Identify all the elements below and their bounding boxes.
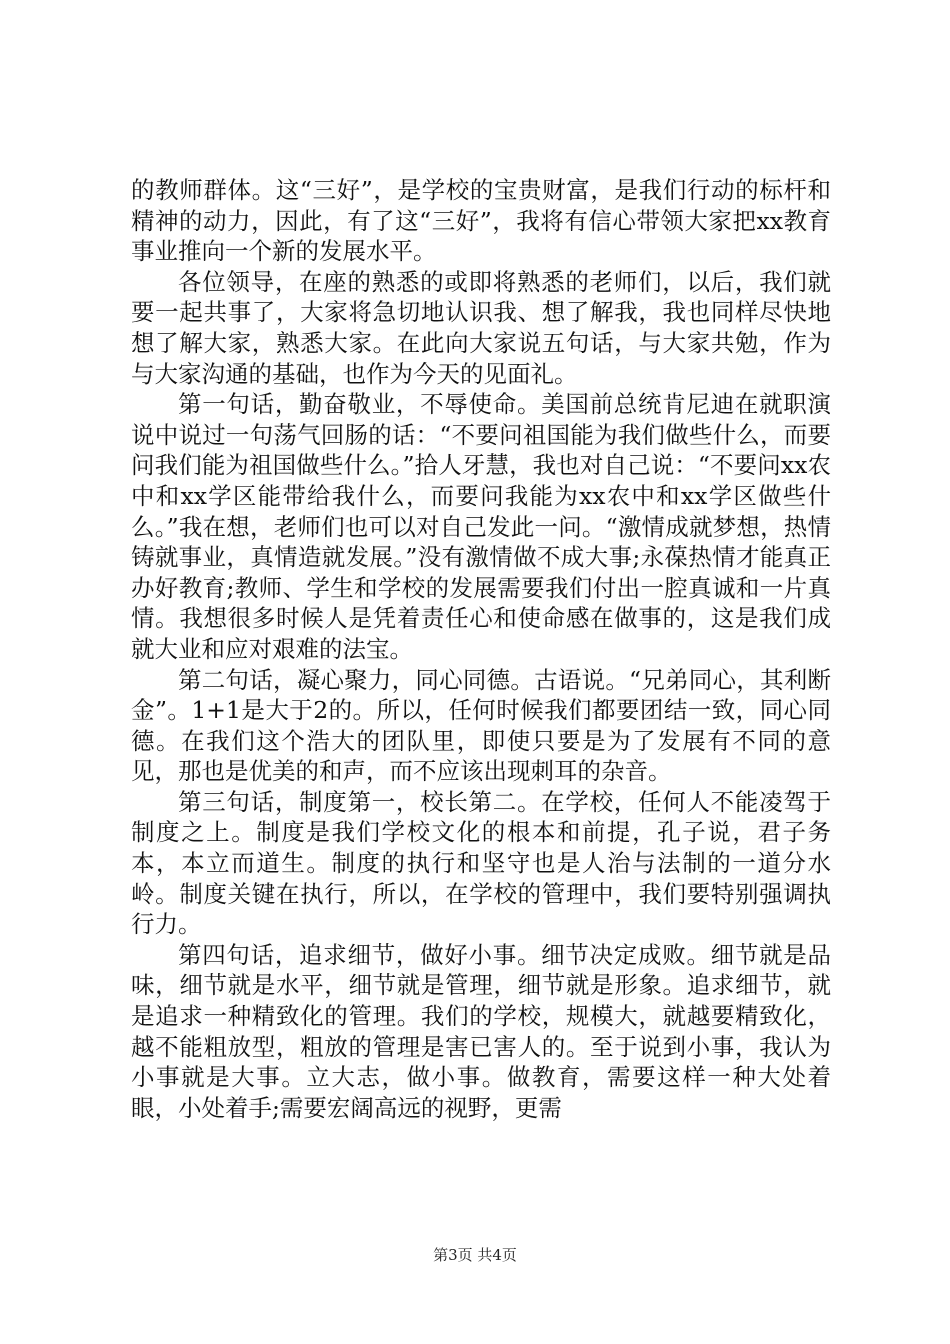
paragraph-third-point: 第三句话，制度第一，校长第二。在学校，任何人不能凌驾于制度之上。制度是我们学校文化的根本和前提，孔子说，君子务本，本立而道生。制度的执行和坚守也是人治与法制的一道分水岭。制度关键在执行，所以，在学校的管理中，我们要特别强调执行力。 xyxy=(131,787,831,939)
paragraph-second-point: 第二句话，凝心聚力，同心同德。古语说。“兄弟同心，其利断金”。1+1是大于2的。所以，任何时候我们都要团结一致，同心同德。在我们这个浩大的团队里，即使只要是为了发展有不同的意见，那也是优美的和声，而不应该出现刺耳的杂音。 xyxy=(131,665,831,786)
paragraph-greeting: 各位领导，在座的熟悉的或即将熟悉的老师们，以后，我们就要一起共事了，大家将急切地认识我、想了解我，我也同样尽快地想了解大家，熟悉大家。在此向大家说五句话，与大家共勉，作为与大家沟通的基础，也作为今天的见面礼。 xyxy=(131,267,831,388)
body-text xyxy=(131,175,831,1123)
page-number-footer: 第3页 共4页 xyxy=(433,1246,517,1264)
paragraph-first-point: 第一句话，勤奋敬业，不辱使命。美国前总统肯尼迪在就职演说中说过一句荡气回肠的话：“不要问祖国能为我们做些什么，而要问我们能为祖国做些什么。”拾人牙慧，我也对自己说：“不要问xx农中和xx学区能带给我什么，而要问我能为xx农中和xx学区做些什么。”我在想，老师们也可以对自己发此一问。“激情成就梦想，热情铸就事业，真情造就发展。”没有激情做不成大事;永葆热情才能真正办好教育;教师、学生和学校的发展需要我们付出一腔真诚和一片真情。我想很多时候人是凭着责任心和使命感在做事的，这是我们成就大业和应对艰难的法宝。 xyxy=(131,390,831,663)
paragraph-fourth-point: 第四句话，追求细节，做好小事。细节决定成败。细节就是品味，细节就是水平，细节就是管理，细节就是形象。追求细节，就是追求一种精致化的管理。我们的学校，规模大，就越要精致化，越不能粗放型，粗放的管理是害已害人的。至于说到小事，我认为小事就是大事。立大志，做小事。做教育，需要这样一种大处着眼，小处着手;需要宏阔高远的视野，更需 xyxy=(131,940,831,1122)
paragraph-continuation: 的教师群体。这“三好”，是学校的宝贵财富，是我们行动的标杆和精神的动力，因此，有了这“三好”，我将有信心带领大家把xx教育事业推向一个新的发展水平。 xyxy=(131,176,831,266)
